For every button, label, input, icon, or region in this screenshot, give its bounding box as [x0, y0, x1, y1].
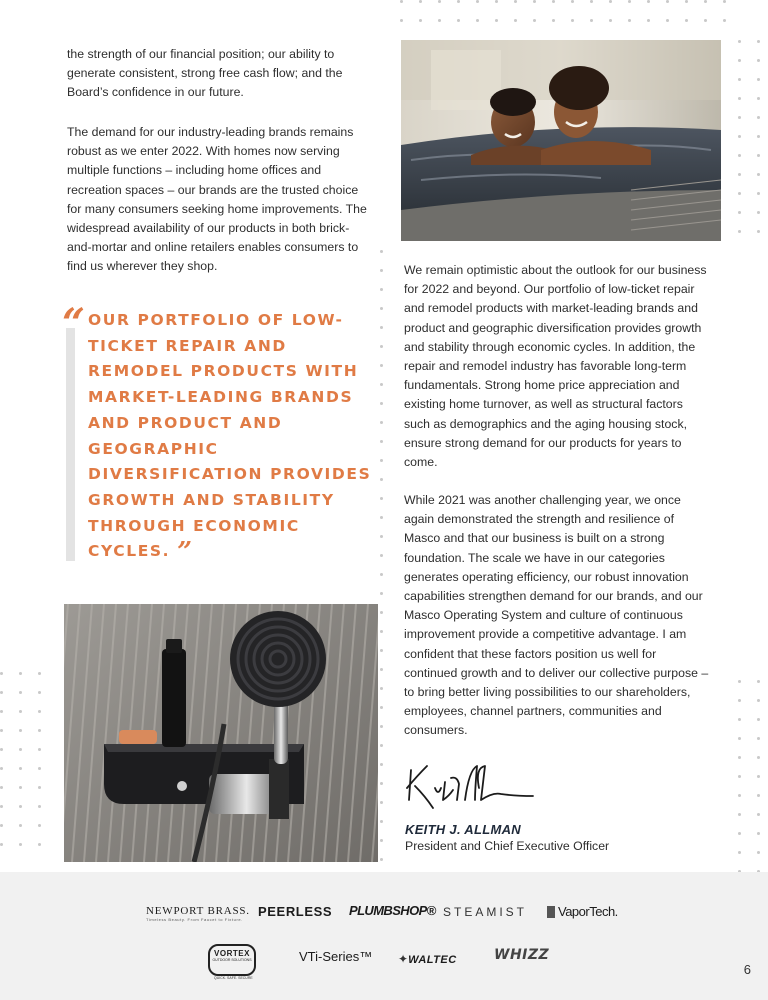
vaportech-logo: VaporTech.: [547, 903, 618, 921]
plumbshop-logo: PLUMBSHOP®: [349, 903, 436, 918]
close-quote-mark: ”: [177, 537, 193, 568]
quote-bar: [66, 328, 75, 561]
body-paragraph: The demand for our industry-leading brands remains robust as we enter 2022. With homes now serving multiple functions – including home offices and recreation spaces – our brands are the trusted choice for many consumers seeking home improvements. The widespread availability of our products in both brick-and-mortar and online retailers enables consumers to find us wherever they shop.: [67, 125, 367, 274]
vortex-logo: VORTEX OUTDOOR SOLUTIONS: [208, 944, 256, 976]
vaportech-icon: [547, 906, 555, 918]
body-paragraph: While 2021 was another challenging year, we once again demonstrated the strength and resilience of Masco and that our business is built on a strong foundation. The scale we have in our categories generates operating efficiency, our robust innovation capabilities strengthen demand for our brands, and our Masco Operating System and culture of continuous improvement provide a competitive advantage. I am confident that these factors position us well for continued growth and to deliver our collective purpose – to bring better living possibilities to our shareholders, employees, channel partners, communities and consumers.: [404, 493, 709, 738]
maple-leaf-icon: ✦: [398, 952, 409, 966]
peerless-logo: PEERLESS: [258, 904, 333, 919]
body-paragraph: We remain optimistic about the outlook for our business for 2022 and beyond. Our portfolio of low-ticket repair and remodel products with market-leading brands and product and geographic diversification provides growth and stability through economic cycles. In addition, the repair and remodel industry has favorable long-term fundamentals. Strong home price appreciation and existing home turnover, as well as structural factors such as demographics and the aging housing stock, ensure strong demand for our products for years to come.: [404, 263, 707, 470]
newport-brass-logo: NEWPORT BRASS. Timeless Beauty. From Faucet to Fixture.: [146, 905, 250, 922]
signer-title: President and Chief Executive Officer: [405, 839, 610, 853]
hot-tub-photo: [401, 40, 721, 241]
signature-image: [405, 760, 540, 818]
page-number: 6: [743, 962, 751, 977]
pull-quote-text: OUR PORTFOLIO OF LOW-TICKET REPAIR AND REMODEL PRODUCTS WITH MARKET-LEADING BRANDS AND PRODUCT AND GEOGRAPHIC DIVERSIFICATION PROVIDES GROWTH AND STABILITY THROUGH ECONOMIC CYCLES.: [88, 311, 372, 561]
brand-logo-band: [0, 872, 768, 1000]
shower-photo: [64, 604, 378, 862]
signer-name: KEITH J. ALLMAN: [405, 822, 521, 837]
whizz-logo: WHIZZ: [494, 947, 550, 963]
body-paragraph: the strength of our financial position; our ability to generate consistent, strong free cash flow; and the Board’s confidence in our future.: [67, 47, 343, 100]
steamist-logo: STEAMIST: [443, 905, 528, 919]
waltec-logo: ✦WALTEC: [398, 952, 457, 966]
vti-series-logo: VTi-Series™: [299, 949, 373, 964]
pull-quote: [62, 300, 376, 568]
open-quote-mark: “: [62, 300, 86, 347]
vortex-tagline: QUICK. SAFE. SECURE: [214, 976, 253, 980]
